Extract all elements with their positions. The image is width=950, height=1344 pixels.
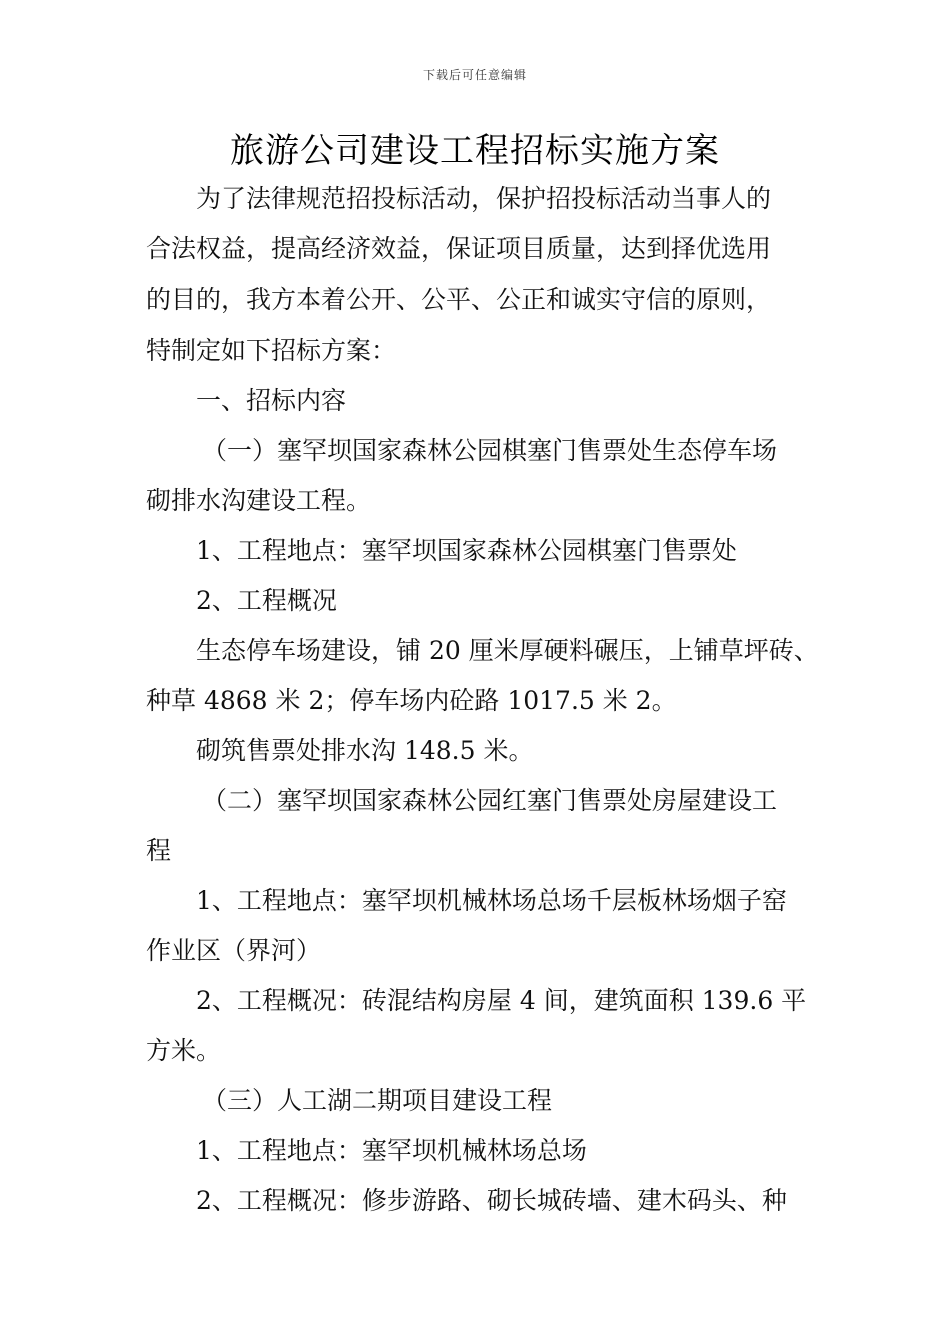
body-line: 生态停车场建设，铺 20 厘米厚硬料碾压，上铺草坪砖、 xyxy=(196,636,819,665)
subsection-heading: （三）人工湖二期项目建设工程 xyxy=(202,1086,553,1115)
subsection-heading: （二）塞罕坝国家森林公园红塞门售票处房屋建设工 xyxy=(202,786,778,815)
body-line: 2、工程概况：砖混结构房屋 4 间，建筑面积 139.6 平 xyxy=(196,986,807,1015)
body-line: 1、工程地点：塞罕坝机械林场总场 xyxy=(196,1136,587,1165)
section-heading: 一、招标内容 xyxy=(196,386,347,415)
body-line: 砌排水沟建设工程。 xyxy=(146,486,372,515)
body-line: 合法权益，提高经济效益，保证项目质量，达到择优选用 xyxy=(146,234,772,263)
body-line: 2、工程概况 xyxy=(196,586,337,615)
subsection-heading: （一）塞罕坝国家森林公园棋塞门售票处生态停车场 xyxy=(202,436,778,465)
body-line: 2、工程概况：修步游路、砌长城砖墙、建木码头、种 xyxy=(196,1186,787,1215)
body-line: 方米。 xyxy=(146,1036,222,1065)
body-line: 1、工程地点：塞罕坝国家森林公园棋塞门售票处 xyxy=(196,536,737,565)
body-line: 的目的，我方本着公开、公平、公正和诚实守信的原则， xyxy=(146,285,772,314)
body-line: 程 xyxy=(146,836,172,865)
body-line: 1、工程地点：塞罕坝机械林场总场千层板林场烟子窑 xyxy=(196,886,787,915)
body-line: 砌筑售票处排水沟 148.5 米。 xyxy=(196,736,534,765)
body-line: 作业区（界河） xyxy=(146,936,322,965)
body-line: 特制定如下招标方案： xyxy=(146,336,397,365)
header-note: 下载后可任意编辑 xyxy=(422,68,527,82)
body-line: 为了法律规范招投标活动，保护招投标活动当事人的 xyxy=(196,184,772,213)
document-title: 旅游公司建设工程招标实施方案 xyxy=(230,131,720,171)
body-line: 种草 4868 米 2；停车场内砼路 1017.5 米 2。 xyxy=(146,686,677,715)
